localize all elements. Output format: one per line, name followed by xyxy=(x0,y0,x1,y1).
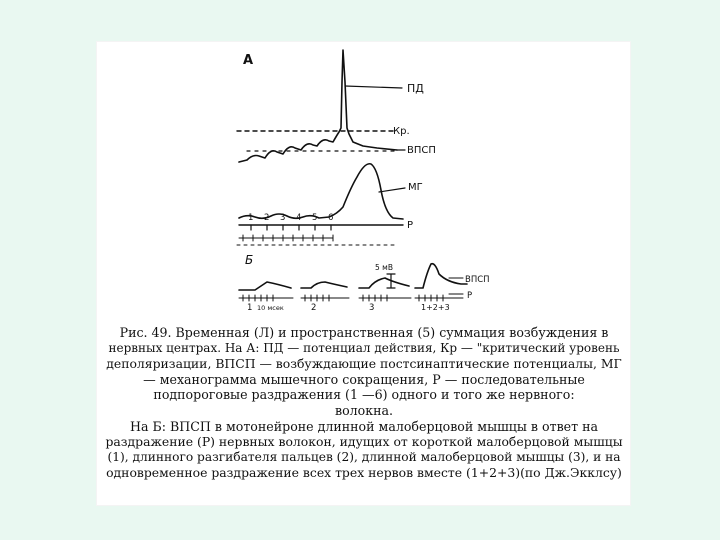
slide xyxy=(97,42,630,505)
trace-2 xyxy=(301,282,347,288)
caption-line: Рис. 49. Временная (Л) и пространственная (5) суммация возбуждения в xyxy=(119,325,609,340)
figure xyxy=(97,42,630,322)
figure-caption xyxy=(105,325,623,481)
combined-label: 1+2+3 xyxy=(421,303,450,312)
caption-line: одновременное раздражение всех трех нервов вместе (1+2+3)(по Дж.Экклсу) xyxy=(106,465,622,481)
time-marks-a xyxy=(239,235,333,241)
stimulus-number: 1 xyxy=(248,213,254,223)
caption-line: деполяризации, ВПСП — возбуждающие постсинаптические потенциалы, МГ xyxy=(106,356,622,372)
mechanogram-label: МГ xyxy=(408,182,423,193)
epsp-b-label: ВПСП xyxy=(465,275,490,285)
mechanogram-trace xyxy=(239,164,403,219)
epsp-trace xyxy=(239,50,397,162)
stimulus-number: 5 xyxy=(312,213,318,223)
caption-line: — механограмма мышечного сокращения, Р — последовательные xyxy=(143,371,585,387)
action-potential-leader xyxy=(345,86,402,88)
time-label: 10 мсек xyxy=(257,304,284,312)
panel-a-letter: А xyxy=(243,53,254,68)
action-potential-label: ПД xyxy=(407,82,424,95)
trace-number-3: 3 xyxy=(369,303,375,313)
caption-line: подпороговые раздражения (1 —6) одного и того же нервного: xyxy=(153,387,575,403)
stimulus-number: 4 xyxy=(296,213,302,223)
trace-number-2: 2 xyxy=(311,303,317,313)
scale-label: 5 мВ xyxy=(375,263,393,272)
caption-line: волокна. xyxy=(334,402,394,418)
epsp-label: ВПСП xyxy=(407,145,436,156)
stimulus-number: 3 xyxy=(280,213,286,223)
stimulus-number: 2 xyxy=(264,213,270,223)
time-marks-b xyxy=(239,295,463,301)
caption-line: нервных центрах. На А: ПД — потенциал действия, Кр — "критический уровень xyxy=(108,340,620,355)
stimulus-b-label: Р xyxy=(467,291,473,301)
stimulus-ticks xyxy=(251,225,331,230)
trace-3 xyxy=(359,278,409,288)
trace-combined xyxy=(415,264,467,288)
trace-number-1: 1 xyxy=(247,303,253,313)
trace-1 xyxy=(239,282,291,290)
caption-line: (1), длинного разгибателя пальцев (2), длинной малоберцовой мышцы (3), и на xyxy=(107,449,621,464)
stimulus-number: 6 xyxy=(328,213,334,223)
mechanogram-leader xyxy=(379,188,405,192)
stimulus-label: Р xyxy=(407,220,414,231)
panel-b-letter: Б xyxy=(245,253,254,267)
caption-line: раздражение (Р) нервных волокон, идущих от короткой малоберцовой мышцы xyxy=(105,434,623,450)
critical-level-label: Кр. xyxy=(393,126,410,137)
caption-line: На Б: ВПСП в мотонейроне длинной малоберцовой мышцы в ответ на xyxy=(130,418,598,434)
